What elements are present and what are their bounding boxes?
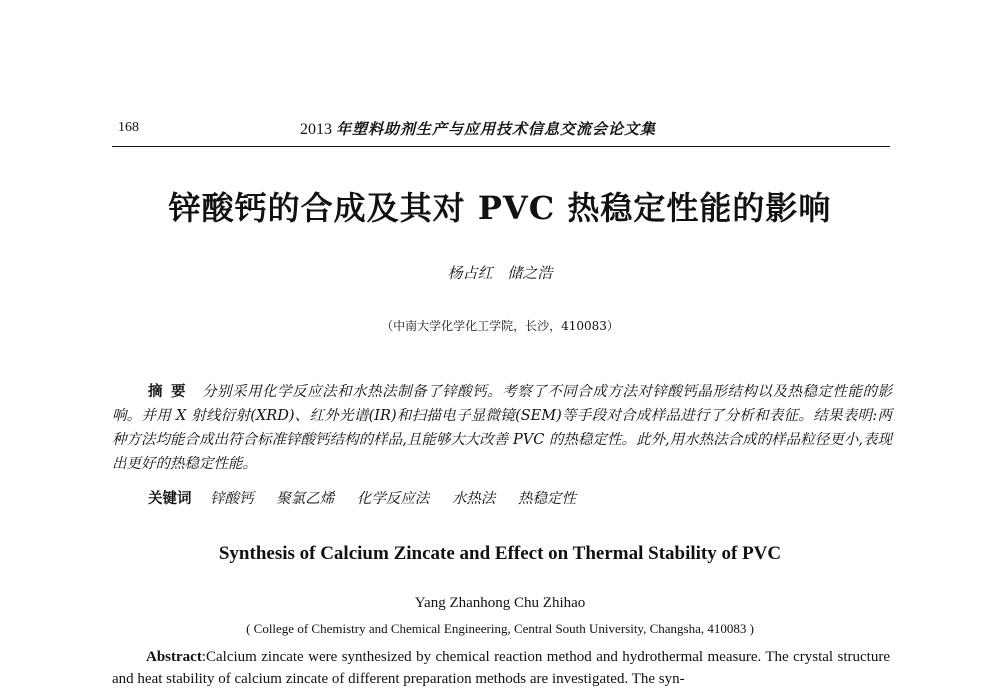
paper-title-zh: 锌酸钙的合成及其对 PVC 热稳定性能的影响 <box>168 189 832 227</box>
keyword: 化学反应法 <box>356 491 430 507</box>
paper-title-en: Synthesis of Calcium Zincate and Effect on Thermal Stability of PVC <box>218 543 782 564</box>
abstract-zh <box>112 380 892 476</box>
keyword: 热稳定性 <box>518 491 577 507</box>
abstract-label-en: Abstract <box>146 649 202 665</box>
keyword: 水热法 <box>451 491 496 507</box>
keyword: 锌酸钙 <box>210 491 254 507</box>
authors-zh: 杨占红 储之浩 <box>447 264 553 282</box>
abstract-text-en: Calcium zincate were synthesized by chemical reaction method and hydrothermal measure. The crystal structure and heat stability of calcium zincate of different preparation methods are investigated. The syn- <box>112 649 890 687</box>
abstract-label-zh: 摘要 <box>148 383 195 400</box>
abstract-text-zh: 分别采用化学反应法和水热法制备了锌酸钙。考察了不同合成方法对锌酸钙晶形结构以及热稳定性能的影响。并用 X 射线衍射(XRD)、红外光谱(IR)和扫描电子显微镜(SEM)等手段对合成样品进行了分析和表征。结果表明:两种方法均能合成出符合标准锌酸钙结构的样品,且能够大大改善 PVC 的热稳定性。此外,用水热法合成的样品粒径更小,表现出更好的热稳定性能。 <box>112 384 893 472</box>
affiliation-zh: （中南大学化学化工学院，长沙，410083） <box>381 319 619 333</box>
abstract-en: Abstract:Calcium zincate were synthesized by chemical reaction method and hydrothermal measure. The crystal structure and heat stability of calcium zincate of different preparation methods are investigated. The syn- <box>112 649 890 687</box>
keywords-label-zh: 关键词 <box>148 490 192 507</box>
header-series-title: 年塑料助剂生产与应用技术信息交流会论文集 <box>336 120 657 138</box>
authors-en: Yang Zhanhong Chu Zhihao <box>414 595 586 611</box>
affiliation-en: ( College of Chemistry and Chemical Engineering, Central South University, Changsha, 410083 ) <box>246 621 754 636</box>
keyword: 聚氯乙烯 <box>276 491 335 507</box>
keywords-zh <box>148 487 888 511</box>
page-number: 168 <box>118 120 139 135</box>
header-year: 2013 <box>300 121 332 138</box>
running-header <box>300 118 720 139</box>
header-rule <box>112 146 890 147</box>
